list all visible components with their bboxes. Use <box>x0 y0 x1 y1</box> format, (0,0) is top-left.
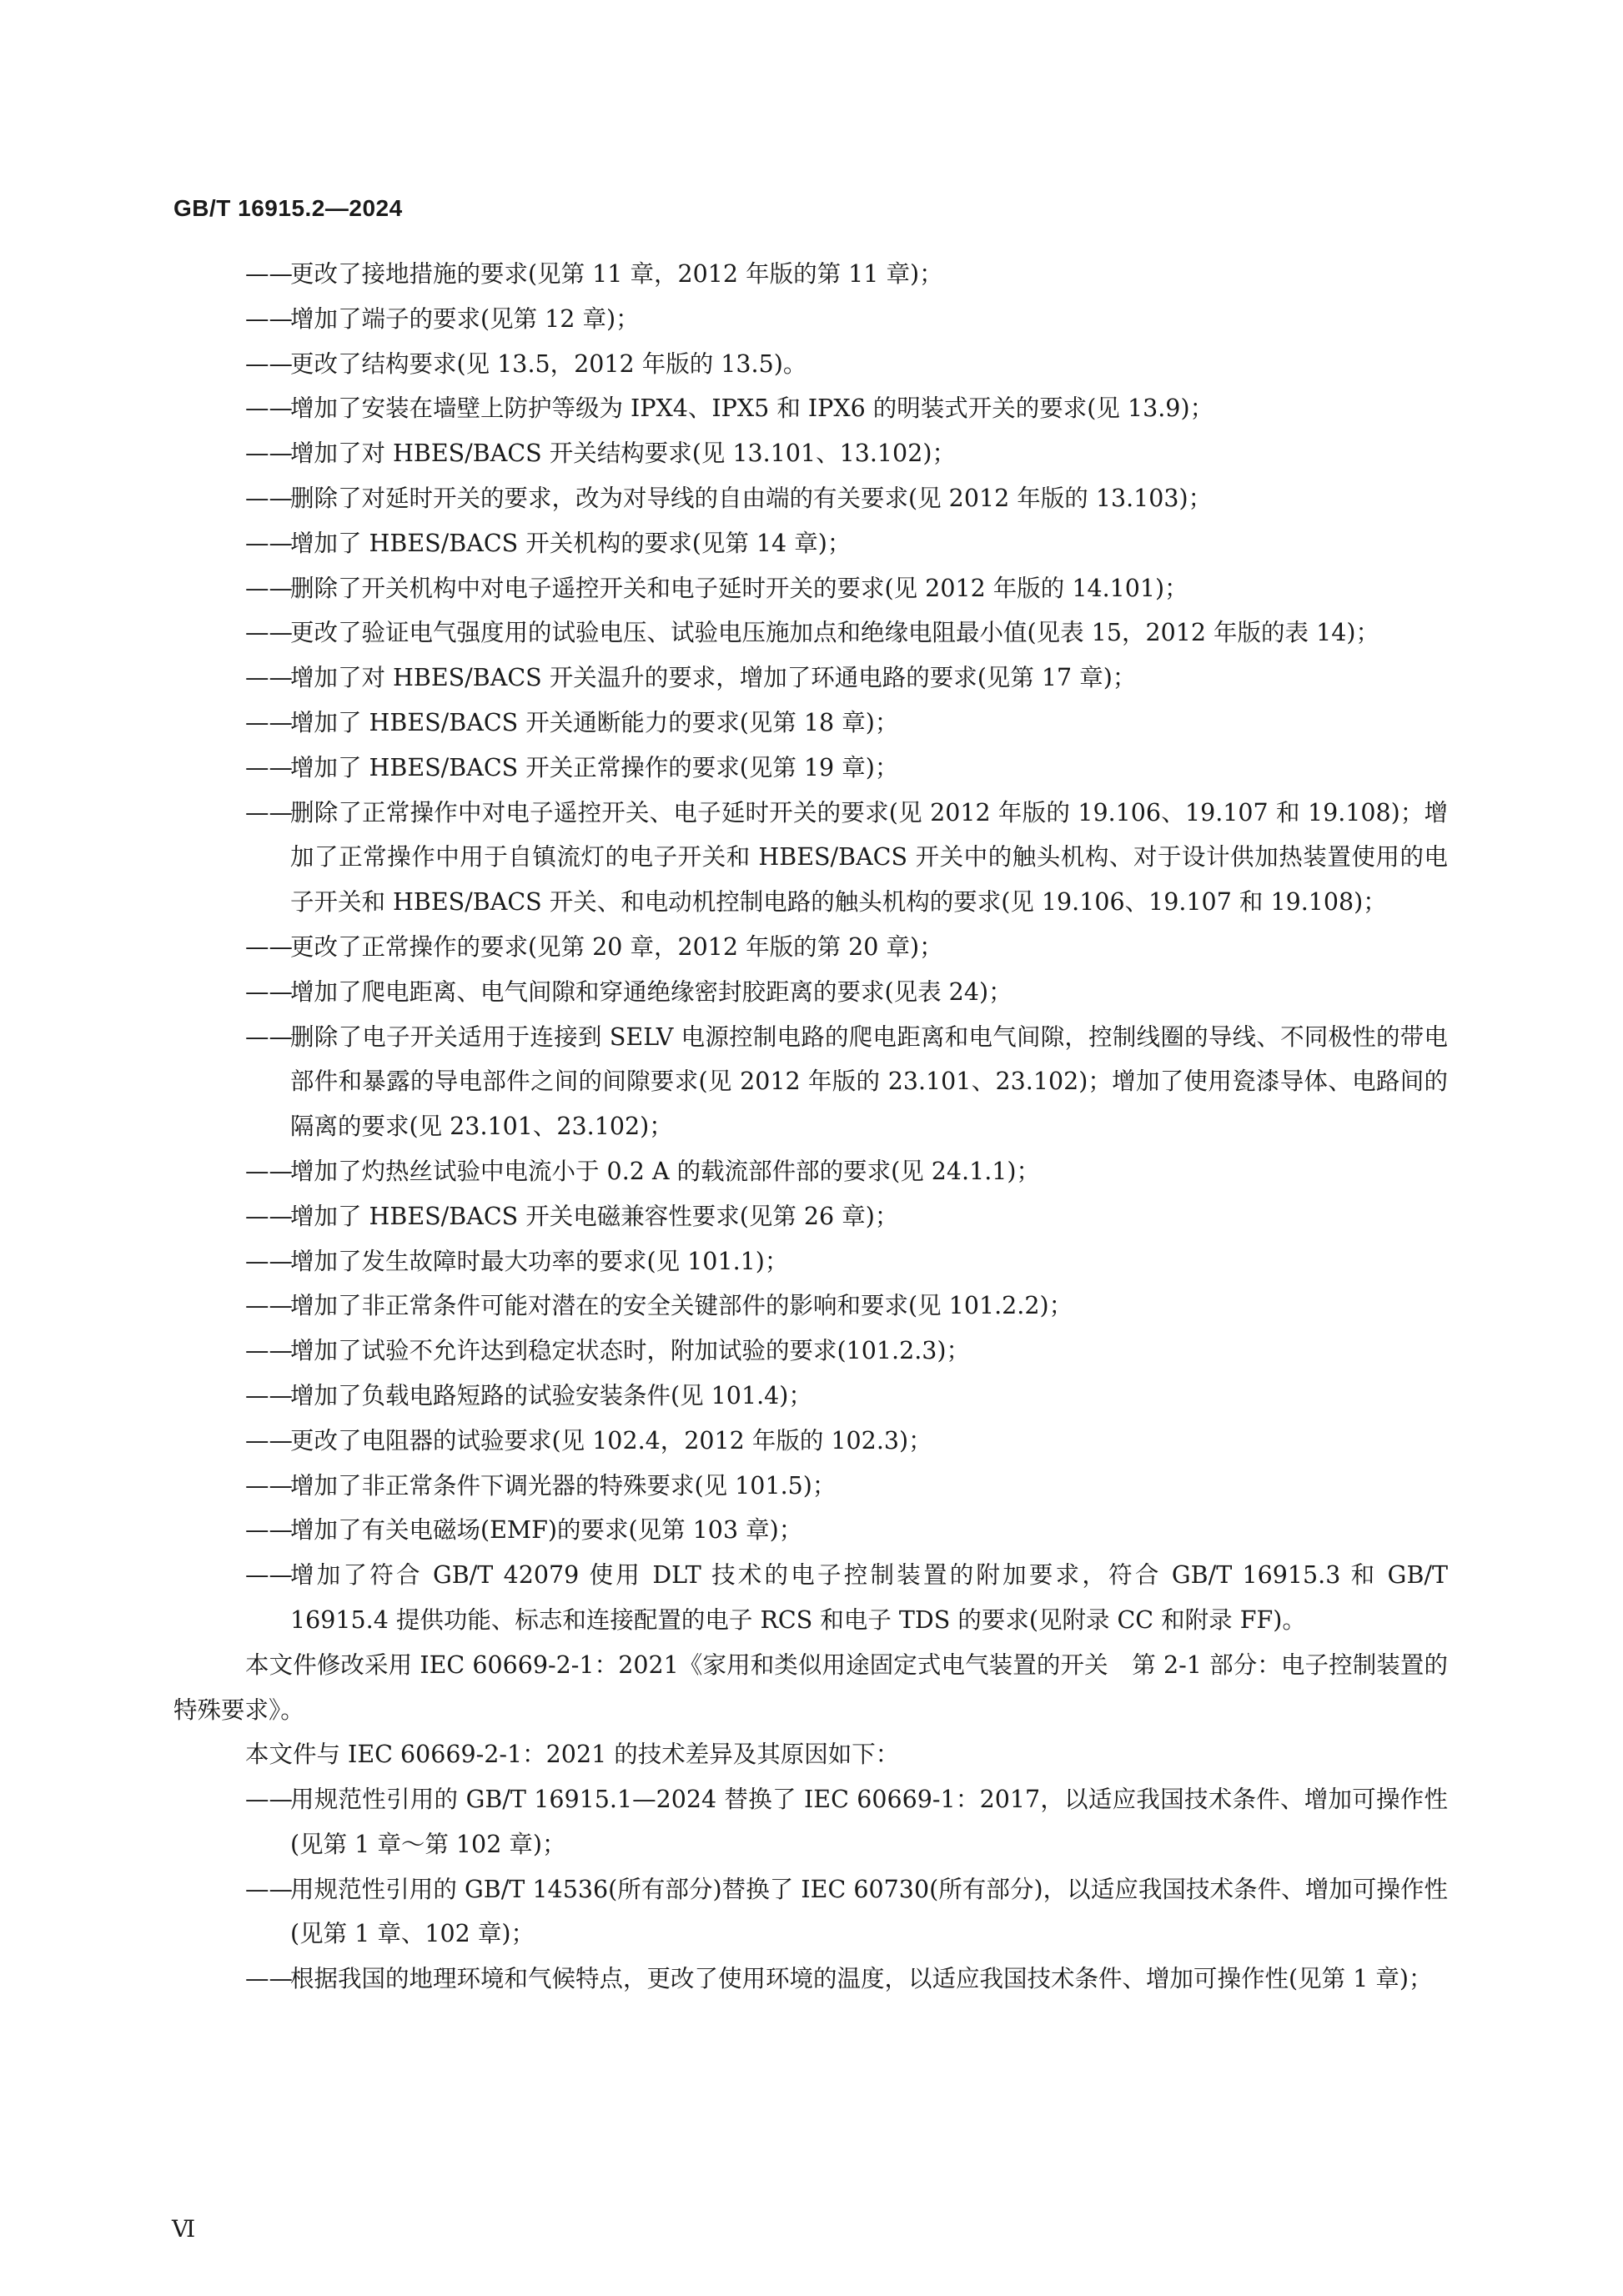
standard-code-header: GB/T 16915.2—2024 <box>173 195 403 221</box>
list-dash: —— <box>245 619 293 647</box>
list-dash: —— <box>245 1561 293 1590</box>
list-item <box>173 656 1448 701</box>
list-dash: —— <box>245 1022 293 1051</box>
list-dash: —— <box>245 1292 293 1320</box>
list-item-text: 删除了开关机构中对电子遥控开关和电子延时开关的要求(见 2012 年版的 14.101)； <box>290 574 1188 602</box>
list-item-text: 更改了接地措施的要求(见第 11 章，2012 年版的第 11 章)； <box>290 260 943 288</box>
difference-list <box>173 1777 1448 2002</box>
list-item <box>173 476 1448 521</box>
list-dash: —— <box>245 574 293 602</box>
list-item-text: 增加了发生故障时最大功率的要求(见 101.1)； <box>290 1247 789 1275</box>
list-item <box>173 791 1448 925</box>
list-dash: —— <box>245 1875 293 1903</box>
list-dash: —— <box>245 753 293 781</box>
list-dash: —— <box>245 1965 293 1993</box>
list-dash: —— <box>245 260 293 288</box>
list-item <box>173 1464 1448 1509</box>
list-dash: —— <box>245 484 293 512</box>
list-dash: —— <box>245 1426 293 1454</box>
list-item <box>173 1194 1448 1239</box>
list-item <box>173 342 1448 387</box>
list-item <box>173 1508 1448 1553</box>
list-item-text: 增加了非正常条件下调光器的特殊要求(见 101.5)； <box>290 1471 837 1500</box>
list-dash: —— <box>245 1786 293 1814</box>
list-item-text: 增加了 HBES/BACS 开关通断能力的要求(见第 18 章)； <box>290 708 899 736</box>
list-item <box>173 566 1448 611</box>
list-dash: —— <box>245 304 293 333</box>
list-item <box>173 1777 1448 1867</box>
list-dash: —— <box>245 1202 293 1230</box>
page-number: Ⅵ <box>172 2215 196 2243</box>
list-item <box>173 1419 1448 1464</box>
list-item-text: 更改了正常操作的要求(见第 20 章，2012 年版的第 20 章)； <box>290 932 943 961</box>
differences-intro: 本文件与 IEC 60669-2-1：2021 的技术差异及其原因如下： <box>245 1741 900 1769</box>
list-dash: —— <box>245 529 293 557</box>
list-item-text: 增加了符合 GB/T 42079 使用 DLT 技术的电子控制装置的附加要求，符合 GB/T 16915.3 和 GB/T 16915.4 提供功能、标志和连接配置的电子 RCS 和电子 TDS 的要求(见附录 CC 和附录 FF)。 <box>290 1561 1448 1634</box>
list-dash: —— <box>245 1157 293 1185</box>
list-dash: —— <box>245 977 293 1006</box>
list-dash: —— <box>245 1337 293 1365</box>
list-item-text: 增加了负载电路短路的试验安装条件(见 101.4)； <box>290 1381 812 1409</box>
list-item-text: 增加了 HBES/BACS 开关正常操作的要求(见第 19 章)； <box>290 753 899 781</box>
list-item <box>173 701 1448 746</box>
list-item <box>173 252 1448 297</box>
list-item-text: 增加了灼热丝试验中电流小于 0.2 A 的载流部件部的要求(见 24.1.1)； <box>290 1157 1041 1185</box>
list-item <box>173 610 1448 656</box>
list-item-text: 增加了对 HBES/BACS 开关温升的要求，增加了环通电路的要求(见第 17 章)； <box>290 664 1137 692</box>
change-list <box>173 252 1448 1643</box>
list-item-text: 更改了验证电气强度用的试验电压、试验电压施加点和绝缘电阻最小值(见表 15，2012 年版的表 14)； <box>290 619 1379 647</box>
list-dash: —— <box>245 440 293 468</box>
list-item-text: 删除了对延时开关的要求，改为对导线的自由端的有关要求(见 2012 年版的 13.103)； <box>290 484 1213 512</box>
list-item-text: 删除了正常操作中对电子遥控开关、电子延时开关的要求(见 2012 年版的 19.106、19.107 和 19.108)；增加了正常操作中用于自镇流灯的电子开关和 HBES/BACS 开关中的触头机构、对于设计供加热装置使用的电子开关和 HBES/BACS 开关、和电动机控制电路的触头机构的要求(见 19.106、19.107 和 19.108)； <box>290 798 1448 917</box>
list-item <box>173 925 1448 970</box>
list-item-text: 更改了电阻器的试验要求(见 102.4，2012 年版的 102.3)； <box>290 1426 932 1454</box>
adoption-paragraph: 本文件修改采用 IEC 60669-2-1：2021《家用和类似用途固定式电气装置的开关 第 2-1 部分：电子控制装置的特殊要求》。 <box>173 1650 1448 1724</box>
list-item <box>173 1329 1448 1374</box>
list-item-text: 增加了安装在墙壁上防护等级为 IPX4、IPX5 和 IPX6 的明装式开关的要求(见 13.9)； <box>290 394 1214 423</box>
list-dash: —— <box>245 1471 293 1500</box>
list-dash: —— <box>245 1381 293 1409</box>
list-item <box>173 521 1448 566</box>
list-item-text: 根据我国的地理环境和气候特点，更改了使用环境的温度，以适应我国技术条件、增加可操作性(见第 1 章)； <box>290 1965 1433 1993</box>
list-item <box>173 1284 1448 1329</box>
list-item-text: 增加了对 HBES/BACS 开关结构要求(见 13.101、13.102)； <box>290 440 956 468</box>
list-item <box>173 1015 1448 1149</box>
list-item-text: 增加了试验不允许达到稳定状态时，附加试验的要求(101.2.3)； <box>290 1337 971 1365</box>
list-item-text: 增加了端子的要求(见第 12 章)； <box>290 304 640 333</box>
list-item <box>173 1149 1448 1194</box>
list-dash: —— <box>245 932 293 961</box>
list-item <box>173 431 1448 476</box>
list-dash: —— <box>245 394 293 423</box>
list-item <box>173 746 1448 791</box>
list-item <box>173 297 1448 342</box>
list-item-text: 用规范性引用的 GB/T 14536(所有部分)替换了 IEC 60730(所有部分)，以适应我国技术条件、增加可操作性(见第 1 章、102 章)； <box>290 1875 1448 1948</box>
list-dash: —— <box>245 1247 293 1275</box>
list-item-text: 增加了有关电磁场(EMF)的要求(见第 103 章)； <box>290 1516 803 1545</box>
list-item-text: 更改了结构要求(见 13.5，2012 年版的 13.5)。 <box>290 349 807 378</box>
list-item-text: 删除了电子开关适用于连接到 SELV 电源控制电路的爬电距离和电气间隙，控制线圈的导线、不同极性的带电部件和暴露的导电部件之间的间隙要求(见 2012 年版的 23.101、23.102)；增加了使用瓷漆导体、电路间的隔离的要求(见 23.101、23.102)； <box>290 1022 1448 1141</box>
list-item <box>173 1239 1448 1284</box>
list-dash: —— <box>245 349 293 378</box>
list-item <box>173 1867 1448 1957</box>
list-item-text: 增加了爬电距离、电气间隙和穿通绝缘密封胶距离的要求(见表 24)； <box>290 977 1012 1006</box>
list-item <box>173 1553 1448 1643</box>
document-body <box>173 252 1448 2002</box>
list-dash: —— <box>245 1516 293 1545</box>
list-item-text: 增加了 HBES/BACS 开关机构的要求(见第 14 章)； <box>290 529 852 557</box>
list-item <box>173 386 1448 431</box>
list-dash: —— <box>245 798 293 826</box>
list-item <box>173 1957 1448 2002</box>
list-dash: —— <box>245 708 293 736</box>
list-dash: —— <box>245 664 293 692</box>
list-item <box>173 970 1448 1015</box>
list-item-text: 增加了非正常条件可能对潜在的安全关键部件的影响和要求(见 101.2.2)； <box>290 1292 1073 1320</box>
list-item <box>173 1374 1448 1419</box>
list-item-text: 用规范性引用的 GB/T 16915.1—2024 替换了 IEC 60669-1：2017，以适应我国技术条件、增加可操作性(见第 1 章～第 102 章)； <box>290 1786 1448 1858</box>
list-item-text: 增加了 HBES/BACS 开关电磁兼容性要求(见第 26 章)； <box>290 1202 899 1230</box>
